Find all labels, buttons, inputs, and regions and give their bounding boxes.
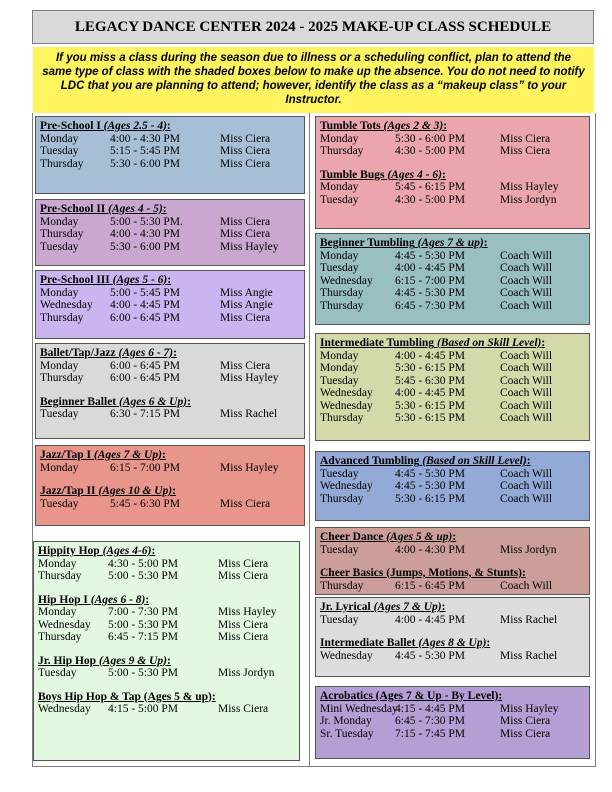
schedule-row: [38, 606, 295, 619]
class-time: 5:45 - 6:30 PM: [395, 374, 465, 387]
schedule-row: [40, 312, 300, 325]
class-instructor: Miss Angie: [220, 299, 273, 311]
class-instructor: Coach Will: [500, 399, 553, 412]
class-time: 7:00 - 7:30 PM: [108, 606, 178, 618]
class-day: Monday: [40, 286, 79, 299]
class-instructor: Miss Ciera: [220, 132, 271, 145]
class-time: 4:45 - 5:30 PM: [395, 480, 465, 492]
class-heading-jr-lyrical: Jr. Lyrical (Ages 7 & Up):: [320, 601, 446, 613]
schedule-row: [320, 262, 585, 275]
class-age-range: (Ages 7 & up): [417, 237, 484, 249]
class-heading-intermediate-tumbling: Intermediate Tumbling (Based on Skill Level):: [320, 337, 546, 349]
class-time: 4:30 - 5:00 PM: [395, 193, 465, 206]
class-day: Thursday: [38, 570, 82, 582]
class-instructor: Miss Ciera: [220, 497, 271, 510]
class-time: 4:45 - 5:30 PM: [395, 249, 465, 262]
schedule-row: [38, 619, 295, 632]
class-time: 6:00 - 6:45 PM: [110, 311, 180, 324]
class-age-range: (Ages 7 & Up): [373, 601, 442, 613]
class-instructor: Miss Rachel: [500, 613, 558, 626]
class-day: Tuesday: [40, 497, 79, 510]
class-day: Wednesday: [320, 274, 373, 287]
schedule-row: [320, 287, 585, 300]
class-name: Advanced Tumbling: [320, 455, 420, 467]
class-name: Jazz/Tap II: [40, 485, 96, 497]
class-day: Monday: [40, 461, 79, 474]
class-instructor: Miss Hayley: [220, 461, 279, 474]
class-name: Cheer Dance: [320, 531, 384, 543]
class-time: 5:30 - 6:15 PM: [395, 492, 465, 505]
class-time: 4:45 - 5:30 PM: [395, 467, 465, 480]
class-instructor: Miss Angie: [220, 286, 273, 299]
schedule-row: [38, 667, 295, 680]
schedule-row: [40, 462, 300, 475]
class-time: 4:45 - 5:30 PM: [395, 649, 465, 662]
class-day: Monday: [38, 557, 77, 570]
schedule-row: [320, 300, 585, 313]
class-time: 6:30 - 7:15 PM: [110, 408, 180, 420]
class-instructor: Miss Ciera: [220, 157, 271, 170]
section-spacer: [320, 626, 585, 637]
class-heading-pre-school-i: Pre-School I (Ages 2.5 - 4):: [40, 120, 171, 132]
class-instructor: Coach Will: [500, 274, 553, 287]
class-heading-pre-school-ii: Pre-School II (Ages 4 - 5):: [40, 203, 167, 215]
class-day: Thursday: [320, 287, 364, 299]
schedule-row: [40, 133, 300, 146]
class-instructor: Miss Ciera: [500, 132, 551, 145]
class-heading-boys-hip-hop-tap-ages-5-up: Boys Hip Hop & Tap (Ages 5 & up):: [38, 690, 216, 703]
class-age-range: (Ages 6 - 8): [90, 593, 146, 606]
class-time: 4:30 - 5:00 PM: [395, 145, 465, 157]
class-time: 6:45 - 7:15 PM: [108, 631, 178, 643]
class-name: Pre-School I: [40, 120, 101, 132]
schedule-row: [40, 372, 300, 385]
class-name: Ballet/Tap/Jazz: [40, 347, 116, 359]
class-instructor: Miss Ciera: [220, 359, 271, 372]
schedule-row: [40, 158, 300, 171]
class-heading-acrobatics-ages-7-up-by-level: Acrobatics (Ages 7 & Up - By Level):: [320, 690, 503, 702]
class-instructor: Miss Ciera: [220, 228, 271, 240]
class-day: Sr. Tuesday: [320, 727, 374, 740]
class-time: 4:00 - 4:30 PM: [110, 228, 180, 240]
schedule-row: [38, 558, 295, 571]
class-day: Monday: [320, 132, 359, 145]
schedule-row: [320, 703, 585, 716]
schedule-row: [320, 133, 585, 146]
class-day: Mini Wednesday: [320, 702, 398, 715]
class-time: 4:00 - 4:45 PM: [395, 349, 465, 362]
right-class-box: [315, 116, 590, 229]
class-age-range: (Ages 5 - 6): [112, 274, 168, 286]
class-day: Thursday: [320, 492, 364, 505]
class-name: Hip Hop I: [38, 593, 88, 606]
class-instructor: Miss Jordyn: [218, 667, 275, 679]
class-name: Intermediate Tumbling: [320, 337, 435, 349]
makeup-notice: If you miss a class during the season due to illness or a scheduling conflict, plan to attend the same type of class with the shaded boxes below to make up the absence. You do not need to notify LDC that you are planning to attend; however, identify the class as a “makeup class” to your Instructor.: [33, 47, 594, 113]
class-time: 5:00 - 5:45 PM: [110, 286, 180, 299]
class-name: Jr. Lyrical: [320, 601, 371, 613]
class-time: 4:00 - 4:45 PM: [395, 613, 465, 626]
class-instructor: Miss Hayley: [500, 702, 559, 715]
class-time: 5:00 - 5:30 PM: [108, 667, 178, 679]
class-instructor: Coach Will: [500, 579, 553, 592]
class-instructor: Coach Will: [500, 299, 553, 312]
class-instructor: Coach Will: [500, 362, 553, 374]
class-time: 5:30 - 6:15 PM: [395, 399, 465, 412]
class-time: 5:30 - 6:00 PM: [110, 240, 180, 253]
class-instructor: Miss Rachel: [500, 649, 558, 662]
class-heading-hippity-hop: Hippity Hop (Ages 4-6):: [38, 545, 156, 557]
class-heading-pre-school-iii: Pre-School III (Ages 5 - 6):: [40, 274, 172, 286]
class-name: Boys Hip Hop & Tap (Ages 5 & up): [38, 690, 212, 703]
class-heading-intermediate-ballet: Intermediate Ballet (Ages 8 & Up):: [320, 637, 491, 649]
schedule-row: [40, 228, 300, 241]
class-instructor: Miss Ciera: [218, 618, 269, 631]
class-heading-cheer-basics-jumps-motions-stunts: Cheer Basics (Jumps, Motions, & Stunts):: [320, 567, 526, 579]
class-day: Tuesday: [38, 667, 77, 679]
class-day: Monday: [320, 249, 359, 262]
class-name: Jr. Hip Hop: [38, 654, 97, 667]
class-heading-hip-hop-i: Hip Hop I (Ages 6 - 8):: [38, 593, 150, 606]
class-heading-tumble-bugs: Tumble Bugs (Ages 4 - 6):: [320, 168, 446, 181]
class-instructor: Miss Ciera: [220, 311, 271, 324]
class-age-range: (Ages 8 & Up): [418, 637, 487, 649]
class-day: Tuesday: [40, 408, 79, 420]
right-class-box: [315, 451, 590, 521]
schedule-row: [38, 570, 295, 583]
class-heading-jazz-tap-ii: Jazz/Tap II (Ages 10 & Up):: [40, 485, 177, 497]
left-class-box: [35, 116, 305, 194]
schedule-row: [320, 362, 585, 375]
class-time: 4:00 - 4:45 PM: [395, 262, 465, 274]
class-day: Thursday: [38, 631, 82, 643]
class-name: Tumble Bugs: [320, 168, 385, 181]
class-instructor: Coach Will: [500, 412, 553, 424]
class-day: Monday: [320, 349, 359, 362]
section-spacer: [320, 158, 585, 169]
class-instructor: Coach Will: [500, 374, 553, 387]
class-day: Wednesday: [320, 399, 373, 412]
class-instructor: Coach Will: [500, 492, 553, 505]
class-day: Tuesday: [320, 467, 359, 480]
class-day: Tuesday: [320, 374, 359, 387]
class-time: 6:15 - 7:00 PM: [110, 461, 180, 474]
class-heading-jr-hip-hop: Jr. Hip Hop (Ages 9 & Up):: [38, 654, 171, 667]
class-time: 5:45 - 6:30 PM: [110, 497, 180, 510]
class-day: Thursday: [40, 157, 84, 170]
left-class-box: [35, 343, 305, 439]
class-instructor: Coach Will: [500, 287, 553, 299]
class-day: Tuesday: [40, 145, 79, 157]
class-day: Thursday: [40, 311, 84, 324]
class-day: Wednesday: [320, 649, 373, 662]
right-class-box: [315, 333, 590, 441]
class-day: Tuesday: [320, 193, 359, 206]
class-time: 5:00 - 5:30 PM.: [110, 215, 183, 228]
class-day: Monday: [320, 362, 359, 374]
class-day: Wednesday: [40, 299, 93, 311]
class-time: 5:45 - 6:15 PM: [395, 181, 465, 193]
class-age-range: (Ages 10 & Up): [98, 485, 173, 497]
schedule-row: [320, 728, 585, 741]
section-spacer: [40, 474, 300, 485]
left-class-box: [35, 445, 305, 526]
class-time: 5:00 - 5:30 PM: [108, 570, 178, 582]
class-instructor: Miss Hayley: [218, 606, 277, 618]
class-day: Thursday: [40, 372, 84, 384]
class-instructor: Coach Will: [500, 262, 553, 274]
left-class-box: [35, 199, 305, 266]
class-instructor: Miss Ciera: [218, 557, 269, 570]
class-heading-jazz-tap-i: Jazz/Tap I (Ages 7 & Up):: [40, 449, 166, 461]
class-age-range: (Ages 4 - 6): [387, 168, 442, 181]
class-time: 4:00 - 4:30 PM: [110, 132, 180, 145]
class-time: 6:15 - 6:45 PM: [395, 579, 465, 592]
right-class-box: [315, 686, 590, 759]
class-time: 4:15 - 4:45 PM: [395, 702, 465, 715]
schedule-row: [320, 580, 585, 593]
schedule-row: [40, 216, 300, 229]
schedule-row: [320, 650, 585, 663]
class-instructor: Miss Hayley: [220, 372, 279, 384]
class-day: Thursday: [320, 579, 364, 592]
class-day: Wednesday: [320, 387, 373, 399]
class-day: Wednesday: [38, 703, 91, 715]
class-time: 4:00 - 4:30 PM: [395, 543, 465, 556]
class-instructor: Miss Ciera: [500, 715, 551, 727]
class-age-range: (Ages 4 - 5): [108, 203, 163, 215]
schedule-row: [320, 145, 585, 158]
class-heading-tumble-tots: Tumble Tots (Ages 2 & 3):: [320, 120, 448, 132]
class-age-range: (Ages 2.5 - 4): [103, 120, 167, 132]
schedule-row: [320, 400, 585, 413]
class-heading-advanced-tumbling: Advanced Tumbling (Based on Skill Level):: [320, 455, 531, 467]
class-time: 4:00 - 4:45 PM: [395, 387, 465, 399]
class-time: 5:00 - 5:30 PM: [108, 618, 178, 631]
schedule-row: [320, 614, 585, 627]
schedule-row: [320, 412, 585, 425]
class-name: Jazz/Tap I: [40, 449, 92, 461]
class-age-range: (Ages 6 & Up): [119, 395, 188, 408]
class-time: 4:00 - 4:45 PM: [110, 299, 180, 311]
class-time: 4:15 - 5:00 PM: [108, 703, 178, 715]
class-instructor: Miss Ciera: [500, 727, 551, 740]
schedule-row: [40, 287, 300, 300]
class-day: Wednesday: [38, 618, 91, 631]
class-name: Acrobatics (Ages 7 & Up - By Level): [320, 690, 499, 702]
class-age-range: (Ages 6 - 7): [118, 347, 174, 359]
class-instructor: Miss Ciera: [500, 145, 551, 157]
class-age-range: (Ages 2 & 3): [383, 120, 444, 132]
class-heading-ballet-tap-jazz: Ballet/Tap/Jazz (Ages 6 - 7):: [40, 347, 177, 359]
section-spacer: [38, 644, 295, 655]
class-name: Pre-School II: [40, 203, 106, 215]
class-age-range: (Ages 5 & up): [386, 531, 453, 543]
class-instructor: Coach Will: [500, 480, 553, 492]
class-day: Thursday: [320, 412, 364, 424]
schedule-row: [320, 468, 585, 481]
section-spacer: [38, 583, 295, 594]
schedule-row: [38, 631, 295, 644]
class-time: 5:15 - 5:45 PM: [110, 145, 180, 157]
class-instructor: Coach Will: [500, 349, 553, 362]
class-age-range: (Ages 4-6): [102, 545, 152, 557]
schedule-row: [40, 408, 300, 421]
schedule-row: [40, 241, 300, 254]
class-instructor: Miss Ciera: [218, 570, 269, 582]
class-time: 6:00 - 6:45 PM: [110, 359, 180, 372]
left-class-box: [33, 541, 300, 761]
class-time: 5:30 - 6:00 PM: [395, 132, 465, 145]
right-class-box: [315, 597, 590, 677]
class-instructor: Miss Rachel: [220, 408, 278, 420]
class-day: Tuesday: [40, 240, 79, 253]
class-age-range: (Ages 9 & Up): [98, 654, 167, 667]
class-age-range: (Ages 7 & Up): [93, 449, 162, 461]
schedule-row: [320, 181, 585, 194]
class-name: Tumble Tots: [320, 120, 381, 132]
class-day: Jr. Monday: [320, 715, 372, 727]
schedule-row: [40, 145, 300, 158]
class-name: Intermediate Ballet: [320, 637, 416, 649]
class-heading-beginner-tumbling: Beginner Tumbling (Ages 7 & up):: [320, 237, 488, 249]
class-day: Tuesday: [320, 613, 359, 626]
right-class-box: [315, 233, 590, 325]
class-name: Hippity Hop: [38, 545, 100, 557]
class-instructor: Miss Ciera: [220, 215, 271, 228]
class-instructor: Miss Hayley: [220, 240, 279, 253]
class-time: 4:30 - 5:00 PM: [108, 557, 178, 570]
class-day: Monday: [38, 606, 77, 618]
class-name: Beginner Tumbling: [320, 237, 415, 249]
class-instructor: Miss Ciera: [218, 703, 269, 715]
schedule-row: [320, 350, 585, 363]
class-time: 4:45 - 5:30 PM: [395, 287, 465, 299]
schedule-row: [320, 194, 585, 207]
class-heading-cheer-dance: Cheer Dance (Ages 5 & up):: [320, 531, 457, 543]
class-age-range: (Based on Skill Level): [422, 455, 527, 467]
column-divider: [309, 113, 310, 767]
class-day: Thursday: [320, 299, 364, 312]
class-time: 6:45 - 7:30 PM: [395, 299, 465, 312]
class-day: Wednesday: [320, 480, 373, 492]
class-day: Monday: [40, 132, 79, 145]
class-time: 5:30 - 6:15 PM: [395, 362, 465, 374]
schedule-row: [38, 703, 295, 716]
right-class-box: [315, 527, 590, 595]
schedule-row: [320, 387, 585, 400]
class-time: 5:30 - 6:00 PM: [110, 157, 180, 170]
schedule-row: [320, 375, 585, 388]
section-spacer: [40, 385, 300, 396]
schedule-title: LEGACY DANCE CENTER 2024 - 2025 MAKE-UP CLASS SCHEDULE: [32, 10, 594, 44]
class-day: Monday: [40, 359, 79, 372]
class-instructor: Miss Ciera: [220, 145, 271, 157]
schedule-row: [320, 250, 585, 263]
class-name: Pre-School III: [40, 274, 110, 286]
class-time: 6:00 - 6:45 PM: [110, 372, 180, 384]
left-class-box: [35, 270, 305, 339]
class-instructor: Miss Hayley: [500, 181, 559, 193]
schedule-row: [320, 480, 585, 493]
schedule-row: [40, 360, 300, 373]
section-spacer: [320, 556, 585, 567]
class-day: Thursday: [40, 228, 84, 240]
class-instructor: Miss Jordyn: [500, 193, 557, 206]
class-time: 6:15 - 7:00 PM: [395, 274, 465, 287]
schedule-row: [320, 493, 585, 506]
class-day: Tuesday: [320, 543, 359, 556]
class-instructor: Coach Will: [500, 467, 553, 480]
schedule-row: [320, 715, 585, 728]
class-day: Thursday: [320, 145, 364, 157]
schedule-row: [320, 544, 585, 557]
class-instructor: Coach Will: [500, 249, 553, 262]
class-time: 7:15 - 7:45 PM: [395, 727, 465, 740]
class-name: Beginner Ballet: [40, 395, 117, 408]
class-day: Tuesday: [320, 262, 359, 274]
schedule-row: [40, 299, 300, 312]
section-spacer: [38, 680, 295, 691]
class-instructor: Miss Jordyn: [500, 543, 557, 556]
class-instructor: Coach Will: [500, 387, 553, 399]
class-name: Cheer Basics (Jumps, Motions, & Stunts): [320, 567, 523, 579]
class-day: Monday: [320, 181, 359, 193]
class-time: 6:45 - 7:30 PM: [395, 715, 465, 727]
class-heading-beginner-ballet: Beginner Ballet (Ages 6 & Up):: [40, 395, 191, 408]
class-age-range: (Based on Skill Level): [436, 337, 542, 349]
class-instructor: Miss Ciera: [218, 631, 269, 643]
schedule-row: [320, 275, 585, 288]
class-time: 5:30 - 6:15 PM: [395, 412, 465, 424]
schedule-row: [40, 498, 300, 511]
class-day: Monday: [40, 215, 79, 228]
